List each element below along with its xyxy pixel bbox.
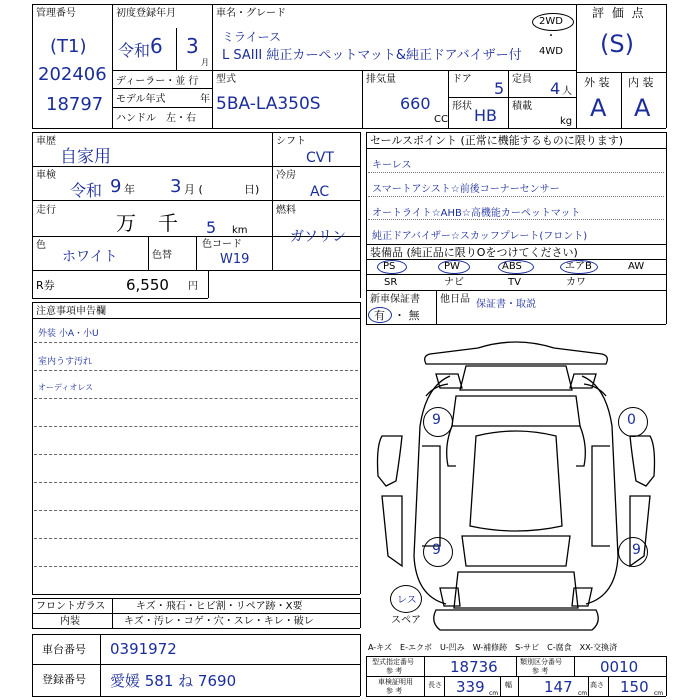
height-value: 150 (620, 678, 649, 696)
length-value: 339 (456, 678, 485, 696)
stock-number-label: 管理番号 (36, 8, 76, 19)
drive-2wd: 2WD (539, 16, 563, 27)
width-unit: cm (578, 690, 588, 697)
car-name-grade-label: 車名・グレード (216, 8, 286, 19)
damage-legend: A-キズ E-エクボ U-凹み W-補修跡 S-サビ C-腐食 XX-交換済 (368, 643, 618, 652)
equip-abs: ABS (502, 261, 522, 272)
inspection-label: 車検 (36, 170, 56, 181)
body-color: ホワイト (62, 249, 118, 265)
note-2: 室内うす汚れ (38, 357, 93, 367)
stock-date: 202406 (38, 64, 107, 85)
displacement: 660 (400, 94, 431, 113)
interior-condition-label: 内装 (60, 616, 80, 627)
note-1: 外装 小A・小U (38, 329, 99, 339)
length-label: 長さ (428, 681, 442, 689)
length-unit: cm (489, 690, 499, 697)
car-grade: L SAIII 純正カーペットマット&純正ドアバイザー付 (222, 48, 522, 63)
km-unit: km (232, 225, 248, 236)
displacement-label: 排気量 (366, 74, 396, 85)
shift-type: CVT (306, 150, 334, 166)
interior-grade: A (634, 94, 651, 122)
tire-front-left: 9 (432, 412, 441, 428)
sales-points-title: セールスポイント (正常に機能するものに限ります) (370, 134, 624, 147)
type-number: 18736 (450, 658, 498, 676)
model-year-unit: 年 (200, 94, 210, 105)
inspection-month: 3 (170, 176, 182, 197)
manual-items: 保証書・取説 (476, 299, 536, 310)
registration-era: 令和 (118, 41, 151, 60)
color-label: 色 (36, 240, 46, 251)
chassis-label: 車台番号 (42, 643, 86, 656)
equip-pw: PW (444, 261, 460, 272)
drive-separator: ・ (546, 31, 556, 42)
front-glass-label: フロントガラス (36, 601, 106, 612)
interior-condition-items: キズ・汚レ・コゲ・穴・スレ・キレ・破レ (124, 616, 314, 627)
sales-point-1: キーレス (372, 160, 412, 171)
warranty-no: ・ 無 (394, 309, 420, 322)
tire-rear-left: 9 (432, 542, 441, 558)
kg-unit: kg (560, 116, 573, 127)
shift-label: シフト (276, 136, 306, 147)
mileage-man-unit: 万 (116, 211, 136, 235)
note-3: オーディオレス (38, 383, 94, 392)
score-label: 評 価 点 (592, 6, 646, 20)
inspection-year-unit: 年 (124, 183, 135, 196)
width-label: 幅 (505, 681, 512, 689)
inspection-month-unit: 月 ( (184, 183, 203, 196)
tire-rear-right: 9 (632, 542, 641, 558)
registration-label: 登録番号 (42, 673, 86, 686)
auction-score: (S) (600, 30, 634, 58)
vehicle-history: 自家用 (60, 147, 111, 167)
equip-tv: TV (508, 277, 521, 288)
dealer-label: ディーラー・並 行 (116, 76, 199, 87)
capacity-label: 定員 (512, 74, 532, 85)
equipment-title: 装備品 (純正品に限りOをつけてください) (370, 246, 578, 259)
handle-label: ハンドル 左・右 (116, 113, 196, 124)
door-label: ドア (452, 74, 472, 85)
body-shape: HB (474, 106, 498, 125)
warranty-label: 新車保証書 (370, 294, 420, 305)
height-label: 高さ (590, 681, 604, 689)
warranty-yes: 有 (374, 309, 385, 322)
tire-front-right: 0 (627, 412, 636, 428)
width-value: 147 (544, 678, 573, 696)
front-glass-items: キズ・飛石・ヒビ割・リペア跡・X要 (136, 601, 303, 612)
registration-number: 愛媛 581 ね 7690 (110, 672, 237, 690)
recycle-fee: 6,550 (126, 276, 169, 294)
inspection-era: 令和 (70, 181, 103, 200)
exterior-grade: A (590, 94, 607, 122)
repaint-label: 色替 (152, 250, 172, 261)
registration-month: 3 (186, 34, 199, 58)
type-number-label: 型式指定番号 (372, 658, 414, 666)
sales-point-4: 純正ドアバイザー☆スカッフプレート(フロント) (372, 231, 588, 242)
mileage-km: 5 (206, 218, 217, 237)
stock-number: 18797 (46, 94, 104, 115)
class-number-sub: 参 考 (532, 667, 549, 675)
capacity: 4 (550, 79, 561, 98)
chassis-number: 0391972 (110, 640, 177, 658)
fuel-label: 燃料 (276, 205, 296, 216)
spare-label: スペア (391, 615, 421, 626)
recycle-label: R券 (36, 279, 55, 292)
notes-title: 注意事項申告欄 (36, 306, 106, 317)
equip-ps: PS (383, 261, 396, 272)
mileage-sen-unit: 千 (158, 211, 178, 235)
model-label: 型式 (216, 74, 236, 85)
fuel-type: ガソリン (290, 229, 346, 245)
door-count: 5 (494, 79, 505, 98)
color-code-label: 色コード (202, 239, 242, 250)
certificate-label: 車検証明用 (378, 678, 413, 686)
air-conditioning: AC (310, 184, 330, 200)
yen-unit: 円 (188, 281, 198, 292)
color-code: W19 (220, 252, 250, 267)
inspection-year: 9 (110, 176, 122, 197)
exterior-label: 外 装 (584, 76, 610, 89)
equip-airbag: エアB (565, 261, 592, 272)
type-number-sub: 参 考 (386, 667, 403, 675)
first-registration-label: 初度登録年月 (116, 8, 176, 19)
class-number: 0010 (600, 658, 639, 676)
height-unit: cm (654, 690, 664, 697)
ac-label: 冷房 (276, 170, 296, 181)
shape-label: 形状 (452, 101, 472, 112)
history-label: 車歴 (36, 136, 56, 147)
month-unit: 月 (201, 58, 209, 67)
model-year-label: モデル年式 (116, 94, 166, 105)
inspection-day-unit: 日) (244, 183, 260, 196)
manual-label: 他日品 (440, 294, 470, 305)
spare-tire-mark: レス (397, 595, 417, 606)
equip-sr: SR (384, 277, 398, 288)
load-label: 積載 (512, 101, 532, 112)
equip-navi: ナビ (444, 277, 464, 288)
model-code: 5BA-LA350S (216, 94, 321, 114)
capacity-unit: 人 (562, 86, 572, 97)
sales-point-2: スマートアシスト☆前後コーナーセンサー (372, 184, 560, 195)
car-name: ミライース (222, 30, 282, 44)
mileage-label: 走行 (36, 205, 56, 216)
sales-point-3: オートライト☆AHB☆高機能カーペットマット (372, 208, 581, 219)
interior-label: 内 装 (628, 76, 654, 89)
drive-4wd: 4WD (539, 46, 563, 57)
registration-year: 6 (150, 34, 163, 58)
equip-leather: カワ (566, 277, 586, 288)
stock-prefix: (T1) (50, 36, 87, 57)
cc-unit: CC (434, 114, 448, 125)
class-number-label: 類別区分番号 (520, 658, 562, 666)
equip-aw: AW (628, 261, 645, 272)
certificate-sub: 参 考 (386, 687, 403, 695)
